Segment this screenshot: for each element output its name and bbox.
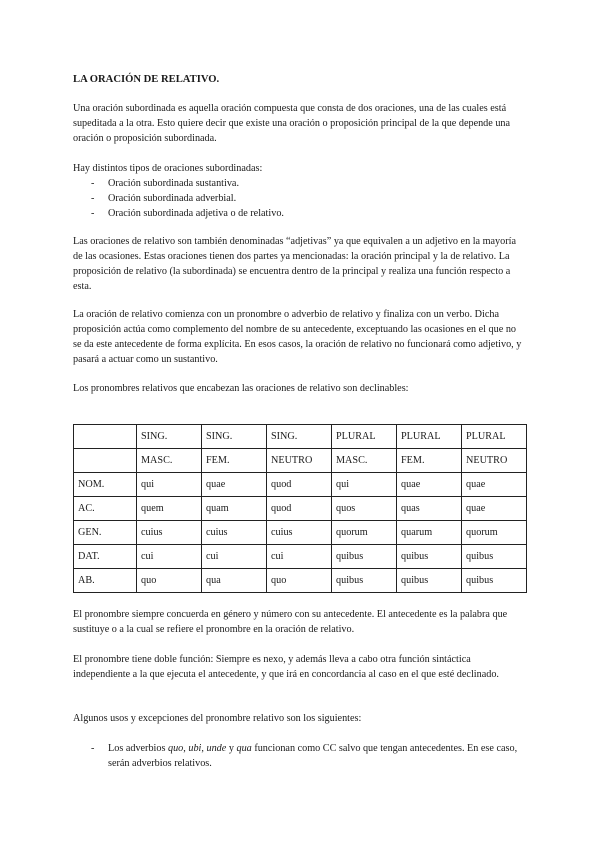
table-cell: quod bbox=[267, 497, 332, 521]
types-list bbox=[73, 176, 525, 221]
usage-lead: Los adverbios bbox=[108, 743, 168, 754]
paragraph-agreement: El pronombre siempre concuerda en género y número con su antecedente. El antecedente es la palabra que sustituye o a la cual se refiere el pronombre en la oración de relativo. bbox=[73, 609, 508, 635]
table-header-row-gender bbox=[74, 449, 527, 473]
table-row bbox=[74, 569, 527, 593]
table-cell: qui bbox=[137, 473, 202, 497]
table-cell: FEM. bbox=[397, 449, 462, 473]
table-cell: quod bbox=[267, 473, 332, 497]
table-cell: MASC. bbox=[137, 449, 202, 473]
table-cell: NEUTRO bbox=[462, 449, 527, 473]
table-cell: MASC. bbox=[332, 449, 397, 473]
table-cell: PLURAL bbox=[462, 425, 527, 449]
table-row bbox=[74, 473, 527, 497]
table-cell bbox=[74, 449, 137, 473]
table-cell: quo bbox=[267, 569, 332, 593]
table-cell: quibus bbox=[462, 545, 527, 569]
adverb-qua: qua bbox=[236, 743, 252, 754]
list-item-text: Oración subordinada sustantiva. bbox=[108, 178, 239, 189]
table-cell: quos bbox=[332, 497, 397, 521]
list-item: - Los adverbios quo, ubi, unde y qua funcionan como CC salvo que tengan antecedentes. En ese caso, serán adverbios relativos. bbox=[91, 743, 518, 769]
dash-bullet: - bbox=[91, 178, 95, 189]
uses-list bbox=[73, 741, 525, 771]
dash-bullet: - bbox=[91, 743, 95, 754]
table-cell: cui bbox=[202, 545, 267, 569]
table-cell: quibus bbox=[332, 545, 397, 569]
table-cell: PLURAL bbox=[397, 425, 462, 449]
usage-tail: funcionan como CC salvo que tengan antecedentes. En ese caso, serán adverbios relativos. bbox=[108, 743, 518, 769]
table-row bbox=[74, 497, 527, 521]
table-cell: quae bbox=[202, 473, 267, 497]
table-cell: cui bbox=[137, 545, 202, 569]
table-cell: qui bbox=[332, 473, 397, 497]
table-cell: quo bbox=[137, 569, 202, 593]
table-cell: AC. bbox=[74, 497, 137, 521]
table-cell: qua bbox=[202, 569, 267, 593]
table-cell: GEN. bbox=[74, 521, 137, 545]
table-cell: AB. bbox=[74, 569, 137, 593]
paragraph-double-function: El pronombre tiene doble función: Siempre es nexo, y además lleva a cabo otra función sintáctica independiente a la que ejecuta el antecedente, y que irá en concordancia al caso en el que esté declinado. bbox=[73, 654, 499, 680]
table-cell: quibus bbox=[462, 569, 527, 593]
list-item bbox=[73, 176, 525, 191]
table-row bbox=[74, 521, 527, 545]
paragraph-uses-intro: Algunos usos y excepciones del pronombre relativo son los siguientes: bbox=[73, 713, 362, 724]
list-item bbox=[73, 191, 525, 206]
table-cell: cuius bbox=[202, 521, 267, 545]
table-cell: SING. bbox=[202, 425, 267, 449]
table-cell: quae bbox=[462, 497, 527, 521]
table-cell: quas bbox=[397, 497, 462, 521]
table-cell: quarum bbox=[397, 521, 462, 545]
table-cell: SING. bbox=[267, 425, 332, 449]
paragraph-declinable: Los pronombres relativos que encabezan las oraciones de relativo son declinables: bbox=[73, 383, 409, 394]
document-title: LA ORACIÓN DE RELATIVO. bbox=[73, 74, 220, 85]
paragraph-definition: Una oración subordinada es aquella oración compuesta que consta de dos oraciones, una de las cuales está supeditada a la otra. Esto quiere decir que existe una oración o proposición principal de la que depende una oración o proposición subordinada. bbox=[73, 103, 511, 144]
table-cell: quorum bbox=[462, 521, 527, 545]
table-cell: quam bbox=[202, 497, 267, 521]
dash-bullet: - bbox=[91, 193, 95, 204]
table-cell: cuius bbox=[137, 521, 202, 545]
table-cell: cuius bbox=[267, 521, 332, 545]
relative-pronoun-table bbox=[73, 424, 527, 593]
adverb-ubi: ubi bbox=[188, 743, 202, 754]
table-cell: NOM. bbox=[74, 473, 137, 497]
adverb-quo: quo bbox=[167, 743, 184, 754]
table-cell: quibus bbox=[397, 569, 462, 593]
adverb-unde: unde bbox=[206, 743, 227, 754]
table-cell: quibus bbox=[397, 545, 462, 569]
table-cell: quibus bbox=[332, 569, 397, 593]
paragraph-adjectives: Las oraciones de relativo son también denominadas “adjetivas” ya que equivalen a un adjetivo en la mayoría de las ocasiones. Estas oraciones tienen dos partes ya mencionadas: la oración principal y la de relativo. La proposición de relativo (la subordinada) se encuentra dentro de la principal y realiza una función respecto a esta. bbox=[73, 236, 516, 292]
table-cell: DAT. bbox=[74, 545, 137, 569]
table-cell: cui bbox=[267, 545, 332, 569]
table-cell: quae bbox=[397, 473, 462, 497]
list-item bbox=[73, 206, 525, 221]
table-cell: FEM. bbox=[202, 449, 267, 473]
table-cell: quae bbox=[462, 473, 527, 497]
table-cell: quem bbox=[137, 497, 202, 521]
list-item-text: Oración subordinada adverbial. bbox=[108, 193, 237, 204]
table-cell: PLURAL bbox=[332, 425, 397, 449]
dash-bullet: - bbox=[91, 208, 95, 219]
table-cell bbox=[74, 425, 137, 449]
table-row bbox=[74, 545, 527, 569]
table-cell: NEUTRO bbox=[267, 449, 332, 473]
table-cell: quorum bbox=[332, 521, 397, 545]
types-intro: Hay distintos tipos de oraciones subordinadas: bbox=[73, 163, 263, 174]
table-header-row-number bbox=[74, 425, 527, 449]
list-item-text: Oración subordinada adjetiva o de relativo. bbox=[108, 208, 284, 219]
paragraph-structure: La oración de relativo comienza con un pronombre o adverbio de relativo y finaliza con un verbo. Dicha proposición actúa como complemento del nombre de su antecedente, exceptuando las ocasiones en el que no se da este antecedente de forma explícita. En esos casos, la oración de relativo no funcionará como adjetivo, y pasará a actuar como un sustantivo. bbox=[73, 309, 522, 365]
table-cell: SING. bbox=[137, 425, 202, 449]
